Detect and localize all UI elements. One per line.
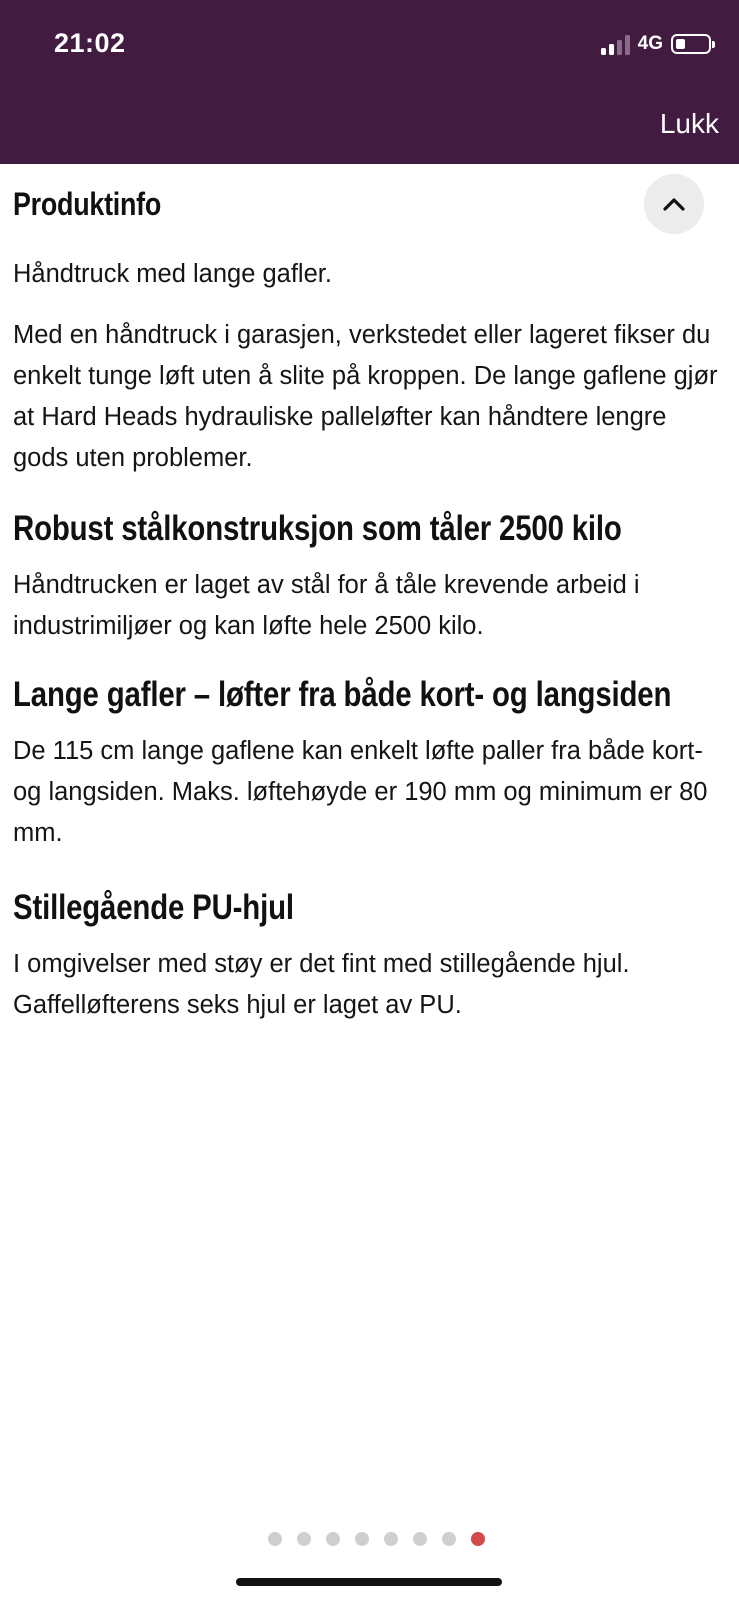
page-dot-1[interactable] bbox=[268, 1532, 282, 1546]
collapse-button[interactable] bbox=[644, 174, 704, 234]
intro-text: Håndtruck med lange gafler. bbox=[13, 260, 332, 288]
page-indicator bbox=[0, 1532, 739, 1546]
network-type: 4G bbox=[637, 33, 663, 54]
home-indicator bbox=[236, 1578, 502, 1586]
page-dot-5[interactable] bbox=[384, 1532, 398, 1546]
section-header bbox=[13, 164, 728, 246]
page-dot-2[interactable] bbox=[297, 1532, 311, 1546]
top-bar bbox=[0, 0, 739, 164]
page-dot-4[interactable] bbox=[355, 1532, 369, 1546]
status-time: 21:02 bbox=[54, 28, 126, 58]
section-title: Produktinfo bbox=[13, 186, 162, 222]
product-info-panel bbox=[13, 164, 728, 1026]
feature-text-wheels: I omgivelser med støy er det fint med stillegående hjul. Gaffelløfterens seks hjul er laget av PU. bbox=[13, 950, 630, 1019]
page-dot-3[interactable] bbox=[326, 1532, 340, 1546]
description-paragraph: Med en håndtruck i garasjen, verkstedet eller lageret fikser du enkelt tunge løft uten å slite på kroppen. De lange gaflene gjør at Hard Heads hydrauliske palleløfter kan håndtere lengre gods uten problemer. bbox=[13, 321, 718, 472]
chevron-up-icon bbox=[663, 197, 685, 211]
status-indicators bbox=[601, 32, 711, 56]
feature-text-forks: De 115 cm lange gaflene kan enkelt løfte paller fra både kort- og langsiden. Maks. løftehøyde er 190 mm og minimum er 80 mm. bbox=[13, 737, 708, 847]
page-dot-6[interactable] bbox=[413, 1532, 427, 1546]
close-button[interactable]: Lukk bbox=[659, 108, 719, 139]
battery-icon bbox=[671, 34, 711, 54]
feature-heading-steel: Robust stålkonstruksjon som tåler 2500 kilo bbox=[13, 509, 622, 548]
page-dot-7[interactable] bbox=[442, 1532, 456, 1546]
feature-heading-forks: Lange gafler – løfter fra både kort- og langsiden bbox=[13, 675, 672, 714]
page-dot-8[interactable] bbox=[471, 1532, 485, 1546]
feature-text-steel: Håndtrucken er laget av stål for å tåle krevende arbeid i industrimiljøer og kan løfte hele 2500 kilo. bbox=[13, 571, 640, 640]
feature-heading-wheels: Stillegående PU-hjul bbox=[13, 888, 294, 927]
signal-icon bbox=[601, 33, 630, 55]
